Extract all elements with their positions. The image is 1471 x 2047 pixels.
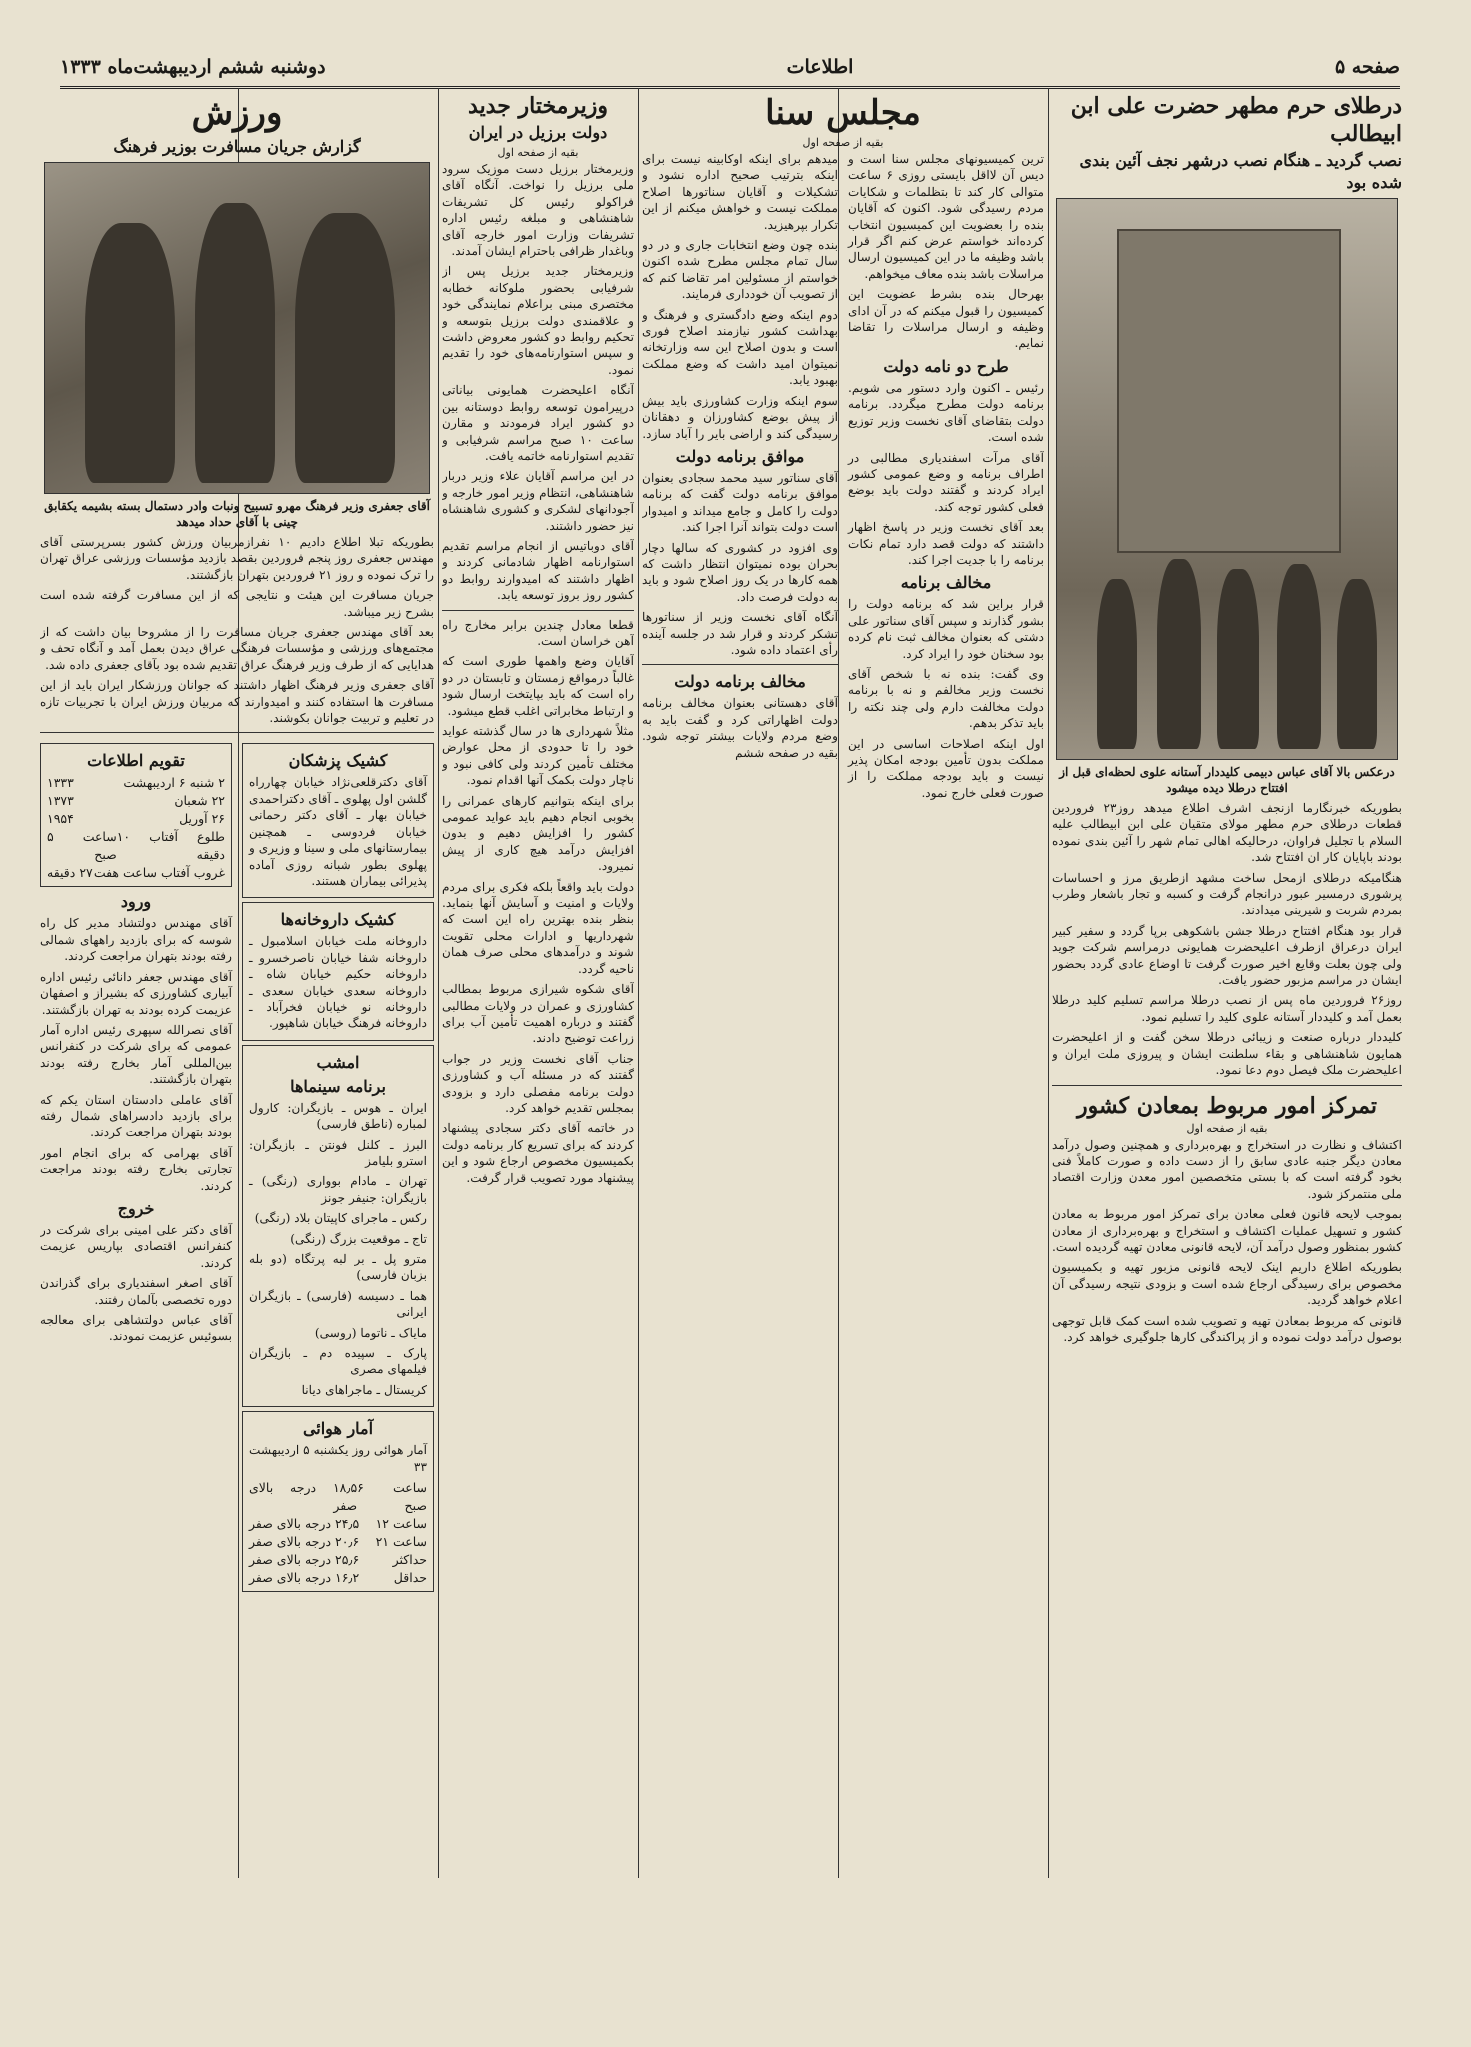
cinema-item: رکس ـ ماجرای کاپیتان بلاد (رنگی) [254, 1211, 427, 1226]
paragraph: بموجب لایحه قانون فعلی معادن برای تمرکز امور مربوط به معادن کشور و تسهیل عملیات اکتشاف و استخراج و بهره‌برداری از معادن کشور بمنظور وصول درآمد آن، لایحه قانونی معادن تهیه گردیده است. [1052, 1207, 1402, 1254]
paragraph: قرار بود هنگام افتتاح درطلا جشن باشکوهی برپا گردد و سفیر کبیر ایران درعراق ازطرف اعلیحضرت همایونی درمراسم شرکت جوید ولی چون بعلت وقایع اخیر صورت گرفت تا اوضاع عادی گردد بحضور ایشان در مراسم مزبور حضور یافت. [1052, 923, 1402, 988]
paragraph: آقای دکترقلعی‌نژاد خیابان چهارراه گلشن اول پهلوی ـ آقای دکتراحمدی خیابان بهار ـ آقای دکتر رحمانی خیابان فردوسی ـ همچنین بیمارستانهای ملی و سینا و وزیری و پهلوی بطور شبانه روزی آماده پذیرائی بیماران هستند. [249, 775, 427, 888]
person-figure [85, 223, 175, 483]
cinema-item: تهران ـ مادام بوواری (رنگی) ـ بازیگران: جنیفر جونز [249, 1174, 427, 1205]
paragraph: وی افزود در کشوری که سالها دچار بحران بوده نمیتوان انتظار داشت که همه کارها در یک روز اصلاح شود و باید به دولت فرصت داد. [642, 540, 838, 604]
calendar-row: ۲۶ آوریل ۱۹۵۴ [47, 811, 225, 827]
paragraph: قرار براین شد که برنامه دولت را بشور گذارند و سپس آقای سناتور علی دشتی که بعنوان مخالف ثبت نام کرده بود سخنان خود را ایراد کرد. [848, 597, 1044, 661]
headline: مجلس سنا [765, 93, 921, 133]
divider [1052, 1085, 1402, 1086]
page-number: صفحه ۵ [1334, 56, 1400, 78]
cinema-box [242, 1045, 434, 1408]
person-figure [1337, 579, 1377, 749]
cinema-item: ایران ـ هوس ـ بازیگران: کارول لمباره (ناطق فارسی) [249, 1100, 427, 1132]
box-title: امشب [316, 1052, 360, 1072]
section-title: موافق برنامه دولت [675, 446, 805, 466]
paragraph: قانونی که مربوط بمعادن تهیه و تصویب شده است کمک قابل توجهی بوصول درآمد دولت نموده و از پراکندگی کارها جلوگیری خواهد کرد. [1052, 1313, 1402, 1344]
listings [40, 739, 434, 1596]
paragraph: آقای بهرامی که برای انجام امور تجارتی بخارج رفته بودند مراجعت کردند. [40, 1145, 232, 1193]
weather-row: ساعت ۱۲ ۲۴٫۵ درجه بالای صفر [249, 1516, 427, 1532]
calendar-box [40, 743, 232, 887]
mines-headline: تمرکز امور مربوط بمعادن کشور [1076, 1092, 1378, 1119]
photo-caption: درعکس بالا آقای عباس دبیمی کلیددار آستانه علوی لحظه‌ای قبل از افتتاح درطلا دیده میشود [1059, 765, 1395, 795]
paragraph: آقای مهندس جعفر دانائی رئیس اداره آبیاری کشاورزی که بشیراز و اصفهان عزیمت کرده بودند به تهران بازگشتند. [40, 969, 232, 1017]
sports-photo [44, 162, 430, 494]
column-divider [438, 88, 439, 1878]
cinema-item: مایاک ـ ناتوما (روسی) [314, 1325, 427, 1340]
cinema-item: مترو پل ـ بر لبه پرتگاه (دو بله بزبان فارسی) [249, 1252, 427, 1283]
column-divider [1048, 88, 1049, 1878]
departures-title: خروج [117, 1198, 155, 1218]
paragraph: قطعا معادل چندین برابر مخارج راه آهن خراسان است. [442, 617, 634, 648]
minister-article [442, 92, 634, 1872]
paragraph: مثلاً شهرداری ها در سال گذشته عواید خود را تا حدودی از محل عوارض مختلف تأمین کردند ولی کافی نبود و ناچار دولت بکمک آنها اقدام نمود. [442, 724, 634, 788]
divider [40, 732, 434, 733]
weather-row: حداکثر ۲۵٫۶ درجه بالای صفر [249, 1552, 427, 1568]
subheadline: دولت برزیل در ایران [468, 123, 608, 142]
listings-col-a [242, 739, 434, 1596]
paragraph: در این مراسم آقایان علاء وزیر دربار شاهنشاهی، انتظام وزیر امور خارجه و آجودانهای لشکری و کشوری شاهنشاه نیز حضور داشتند. [442, 469, 634, 533]
headline: درطلای حرم مطهر حضرت علی ابن ابیطالب [1070, 93, 1402, 147]
paragraph: آنگاه آقای نخست وزیر از سناتورها تشکر کردند و قرار شد در جلسه آینده رأی اعتماد داده شود. [642, 610, 838, 657]
paragraph: هنگامیکه درطلای ازمحل ساخت مشهد ازطریق مرز و احساسات پرشوری درمسیر عبور درانجام گرفت و کسبه و تجار باشعار وطرب بمردم شربت و شیرینی میدادند. [1052, 870, 1402, 918]
calendar-row: ۲۲ شعبان ۱۳۷۳ [47, 793, 225, 809]
paragraph: داروخانه ملت خیابان اسلامبول ـ داروخانه شفا خیابان ناصرخسرو ـ داروخانه حکیم خیابان شاه ـ داروخانه سعدی خیابان سعدی ـ داروخانه نو خیابان فخرآباد ـ داروخانه فرهنگ خیابان شاهپور. [249, 934, 427, 1031]
paragraph: آقای عباس دولتشاهی برای معالجه بسوئیس عزیمت نمودند. [40, 1313, 232, 1344]
person-figure [1157, 559, 1201, 749]
paragraph: آقای جعفری وزیر فرهنگ اظهار داشتند که جوانان ورزشکار ایران باید از این مسافرت ها استفاده کنند و امیدوارند که مربیان ورزش ایران با تجربیات تازه در تعلیم و تربیت جوانان بکوشند. [40, 678, 434, 726]
continued-note: بقیه از صفحه اول [1186, 1121, 1268, 1135]
calendar-row: ۲ شنبه ۶ اردیبهشت ۱۳۳۳ [47, 775, 225, 791]
section-title: مخالف برنامه دولت [674, 672, 806, 692]
weather-box [242, 1411, 434, 1592]
box-title: تقویم اطلاعات [87, 751, 185, 771]
paragraph: آنگاه اعلیحضرت همایونی بیاناتی درپیرامون توسعه روابط دوستانه بین دو کشور ایراد فرمودند و مقارن ساعت ۱۰ صبح مراسم شرفیابی و تقدیم استوارنامه خاتمه یافت. [442, 383, 634, 463]
paragraph: میدهم برای اینکه اوکابینه نیست برای اینکه بترتیب صحیح اداره نشود و تشکیلات و آقایان سناتورها اصلاح مملکت نیست و خواهش میکنم از این تکرار بپرهیزید. [642, 152, 838, 232]
paragraph: اکتشاف و نظارت در استخراج و بهره‌برداری و همچنین وصول درآمد معادن دیگر جنبه عادی سابق را از دست داده و صورت کاملاً فنی بخود گرفته است که با بستی متخصصین امور معدن وزارت اقتصاد ملی منتمرکز شود. [1052, 1137, 1402, 1201]
date-line: دوشنبه ششم اردیبهشت‌ماه ۱۳۳۳ [60, 56, 326, 78]
weather-row: حداقل ۱۶٫۲ درجه بالای صفر [249, 1570, 427, 1586]
person-figure [1277, 564, 1321, 749]
paragraph: بهرحال بنده بشرط عضویت این کمیسیون را قبول میکنم که در آن ادای وظیفه و ارسال مراسلات را تقاضا نمایم. [848, 287, 1044, 351]
weather-row: ساعت ۲۱ ۲۰٫۶ درجه بالای صفر [249, 1534, 427, 1550]
sports-and-listings [40, 92, 434, 1872]
paragraph: آقایان وضع واهمها طوری است که غالباً درمواقع زمستان و تابستان در دو راه است که باید بپایتخت ارسال شود و ارتباط مخابراتی اغلب قطع میشود. [442, 654, 634, 718]
paragraph: دوم اینکه وضع دادگستری و فرهنگ و بهداشت کشور نیازمند اصلاح فوری است و بدون اصلاح این سه وزارتخانه نمیتوان امید داشت که وضع مملکت بهبود یابد. [642, 307, 838, 388]
paragraph: در خاتمه آقای دکتر سجادی پیشنهاد کردند که برای تسریع کار برنامه دولت بکمیسیون مخصوص ارجاع شود و این پیشنهاد مورد تصویب قرار گرفت. [442, 1121, 634, 1185]
shrine-door-photo [1056, 198, 1398, 760]
paragraph: بنده چون وضع انتخابات جاری و در دو سال تمام مجلس مطرح شده اکنون خواستم از مسئولین امر تقاضا کنم که از تصویب آن خودداری فرمایند. [642, 238, 838, 302]
divider [642, 664, 838, 665]
box-title: برنامه سینماها [290, 1076, 386, 1096]
cinema-item: هما ـ دسیسه (فارسی) ـ بازیگران ایرانی [249, 1288, 427, 1320]
arrivals-title: ورود [120, 892, 152, 912]
paragraph: برای اینکه بتوانیم کارهای عمرانی را بخوبی انجام دهیم باید عواید عمومی کشور را افزایش دهیم و بدون افزایش درآمد هیچ کاری از پیش نمیرود. [442, 793, 634, 874]
section-title: مخالف برنامه [900, 573, 992, 593]
paragraph: آقای اصغر اسفندیاری برای گذراندن دوره تخصصی بآلمان رفتند. [40, 1276, 232, 1307]
sport-subheadline: گزارش جریان مسافرت بوزیر فرهنگ [113, 137, 361, 156]
paragraph: آقای نصرالله سپهری رئیس اداره آمار عمومی که برای شرکت در کنفرانس بین‌المللی آمار بخارج رفته بودند بتهران بازگشتند. [40, 1022, 232, 1087]
paragraph: آقای دهستانی بعنوان مخالف برنامه دولت اظهاراتی کرد و گفت باید به وضع مردم ولایات بیشتر توجه شود. بقیه در صفحه ششم [642, 696, 838, 760]
paragraph: اول اینکه اصلاحات اساسی در این مملکت بدون تأمین بودجه امکان پذیر نیست و باید بودجه مملکت را از صورت فعلی خارج نمود. [848, 736, 1044, 800]
column-divider [638, 88, 639, 1878]
box-title: کشیک داروخانه‌ها [280, 910, 396, 930]
person-figure [1097, 579, 1137, 749]
pharmacies-box [242, 902, 434, 1040]
continued-note: بقیه از صفحه اول [802, 136, 884, 149]
subheadline: نصب گردید ـ هنگام نصب درشهر نجف آئین بندی شده بود [1079, 151, 1402, 192]
paragraph: جریان مسافرت این هیئت و نتایجی که از این مسافرت گرفته شده است بشرح زیر میباشد. [40, 588, 434, 619]
cinema-item: کریستال ـ ماجراهای دیانا [301, 1382, 427, 1397]
paragraph: بطوریکه خبرنگارما ازنجف اشرف اطلاع میدهد روز۲۳ فروردین قطعات درطلای حرم مطهر مولای متقیان علی ابن ابیطالب علیه السلام با تجلیل فراوان، درحالیکه اهالی تمام شهر را آئین بندی نموده بودند باپایان کار ان افتتاح شد. [1052, 801, 1402, 865]
masthead-rule [60, 86, 1400, 89]
senate-article [642, 92, 1044, 1872]
box-title: کشیک پزشکان [288, 751, 388, 771]
paragraph: آقای دوباتیس از انجام مراسم تقدیم استوارنامه اظهار شادمانی کردند و اظهار داشتند که امیدوارند روابط دو کشور روز بروز توسعه یابد. [442, 538, 634, 603]
paragraph: ترین کمیسیونهای مجلس سنا است و دیس آن لااقل بایستی روزی ۶ ساعت متوالی کار کند تا بتظلمات و شکایات مردم رسیدگی شود. اکنون که آقایان بنده را بعضویت این کمیسیون انتخاب کرده‌اند خواستم عرض کنم اگر قرار باشد وظیفه ما در این کمیسیون ارسال مراسلات باشد بنده معاف میخواهم. [848, 152, 1044, 281]
continued-note: بقیه از صفحه اول [497, 146, 579, 159]
paragraph: رئیس ـ اکنون وارد دستور می شویم. برنامه دولت مطرح میگردد. برنامه دولت بتقاضای آقای نخست وزیر توزیع شده است. [848, 380, 1044, 445]
person-figure [295, 213, 395, 483]
paragraph: آقای مهندس دولتشاد مدیر کل راه شوسه که برای بازدید راههای شمالی رفته بودند بتهران مراجعت کردند. [40, 916, 232, 964]
paragraph: بطوریکه تبلا اطلاع دادیم ۱۰ نفرازمربیان ورزش کشور بسرپرستی آقای مهندس جعفری روز پنجم فروردین بقصد بازدید مؤسسات ورزشی عراق تهران را ترک نموده و روز ۲۱ فروردین بتهران بازگشتند. [40, 535, 434, 582]
person-figure [195, 203, 275, 483]
sport-title: ورزش [191, 93, 283, 133]
paragraph: بعد آقای مهندس جعفری جریان مسافرت را از مشروحا بیان داشت که از مجتمع‌های ورزشی و مؤسسات فرهنگی عراق دیدن بعمل آمد و آنگاه تحف و هدایایی که از طرف وزیر فرهنگ عراق تقدیم شده بود بآقای جعفری داده شد. [40, 625, 434, 672]
paragraph: وزیرمختار جدید برزیل پس از شرفیابی بحضور ملوکانه خطابه مختصری مبنی براعلام نمایندگی خود و علاقمندی دولت برزیل بتوسعه و تحکیم روابط دو کشور معروض داشت و سپس استوارنامه‌های خود را تقدیم نمود. [442, 264, 634, 377]
doctors-box [242, 743, 434, 898]
masthead [60, 52, 1400, 86]
photo-caption: آقای جعفری وزیر فرهنگ مهرو تسبیح ونبات وادر دستمال بسته بشیمه یکقابق چینی با آقای حداد میدهد [44, 499, 430, 529]
senate-col-a [848, 151, 1044, 805]
calendar-row: غروب آفتاب ساعت هفت ۲۷ دقیقه [47, 865, 225, 881]
paragraph: بعد آقای نخست وزیر در پاسخ اظهار داشتند که دولت قصد دارد تمام نکات برنامه را با جدیت اجرا کند. [848, 520, 1044, 567]
paragraph: آقای دکتر علی امینی برای شرکت در کنفرانس اقتصادی بپاریس عزیمت کردند. [40, 1222, 232, 1270]
senate-col-b [642, 151, 838, 805]
paragraph: کلیددار درباره صنعت و زیبائی درطلا سخن گفت و از اعلیحضرت همایون شاهنشاهی و بقاء سلطنت ایشان و پیروزی ملت ایران و اعلیحضرت ملک فیصل دوم دعا نمود. [1052, 1030, 1402, 1078]
door-shape [1117, 229, 1341, 553]
headline: وزیرمختار جدید [468, 93, 608, 119]
paper-name: اطلاعات [786, 56, 854, 78]
paragraph: آقای مرآت اسفندیاری مطالبی در اطراف برنامه و وضع عمومی کشور ایراد کردند و گفتند دولت باید بوضع فعلی کشور توجه کند. [848, 450, 1044, 514]
paragraph: سوم اینکه وزارت کشاورزی باید بیش از پیش بوضع کشاورزان و دهقانان رسیدگی کند و اراضی بایر را آباد سازد. [642, 393, 838, 441]
gold-door-article [1052, 92, 1402, 1872]
cinema-item: پارک ـ سپیده دم ـ بازیگران فیلمهای مصری [249, 1346, 427, 1377]
paragraph: آقای عاملی دادستان استان یکم که برای بازدید دادسراهای شمال رفته بودند بتهران مراجعت کردند. [40, 1092, 232, 1140]
listings-col-b [40, 739, 232, 1596]
calendar-row: طلوع آفتاب ۱۰ دقیقه ساعت ۵ صبح [47, 829, 225, 863]
cinema-item: البرز ـ کلنل فونتن ـ بازیگران: استرو بلیامز [249, 1137, 427, 1168]
weather-row: ساعت ۶ صبح ۱۸٫۵ درجه بالای صفر [249, 1480, 427, 1514]
paragraph: جناب آقای نخست وزیر در جواب گفتند که در مسئله آب و کشاورزی دولت برنامه مفصلی دارد و بزودی بمجلس تقدیم خواهد کرد. [442, 1051, 634, 1115]
cinema-item: تاج ـ موقعیت بزرگ (رنگی) [290, 1231, 427, 1246]
box-title: آمار هوائی [302, 1419, 374, 1439]
section-title: طرح دو نامه دولت [883, 356, 1009, 376]
paragraph: وی گفت: بنده نه با شخص آقای نخست وزیر مخالفم و نه با برنامه دولت مخالفت دارم ولی چند نکته را باید تذکر بدهم. [848, 666, 1044, 731]
paragraph: آقای شکوه شیرازی مربوط بمطالب کشاورزی و عمران در ولایات مطالبی گفتند و درباره اهمیت تأمین آب برای زراعت توضیح دادند. [442, 982, 634, 1046]
person-figure [1217, 569, 1259, 749]
paragraph: آقای سناتور سید محمد سجادی بعنوان موافق برنامه دولت گفت که برنامه دولت را کامل و جامع میداند و امیدوار است دولت بتواند آنرا اجرا کند. [642, 470, 838, 535]
paragraph: روز۲۶ فروردین ماه پس از نصب درطلا مراسم تسلیم کلید درطلا بعمل آمد و کلیددار آستانه علوی کلید را تسلیم نمود. [1052, 993, 1402, 1024]
paragraph: دولت باید واقعاً بلکه فکری برای مردم ولایات و امنیت و آسایش آنها بنماید. بنظر بنده بهترین راه این است که شهرداریها و ادارات محلی تقویت شوند و درآمدهای محلی صرف همان ناحیه گردد. [442, 879, 634, 976]
two-column-body [642, 151, 1044, 805]
weather-intro: آمار هوائی روز یکشنبه ۵ اردیبهشت ۳۳ [249, 1443, 427, 1474]
paragraph: وزیرمختار برزیل دست موزیک سرود ملی برزیل را نواخت. آنگاه آقای فراکولو رئیس کل تشریفات شاهنشاهی و مبلغه رئیس اداره تشریفات وزارت امور خارجه آقای وباغدار ظرافی باحترام ایشان آمدند. [442, 162, 634, 259]
paragraph: بطوریکه اطلاع داریم اینک لایحه قانونی مزبور تهیه و بکمیسیون مخصوص برای رسیدگی ارجاع شده است و بزودی نتیجه رسیدگی آن اعلام خواهد گردید. [1052, 1260, 1402, 1308]
divider [442, 610, 634, 611]
